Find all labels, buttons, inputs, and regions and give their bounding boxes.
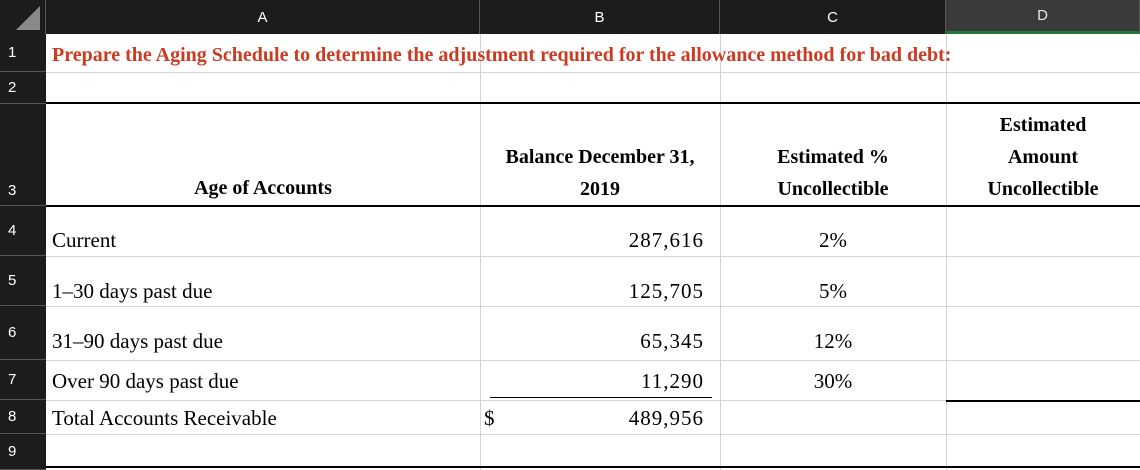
row-header-label: 8 (8, 408, 17, 425)
row-header-8[interactable] (0, 400, 46, 434)
balance-header-line1[interactable]: Balance December 31, (505, 146, 695, 168)
amount-current-cell[interactable] (947, 207, 1139, 255)
amount-total-cell[interactable] (947, 403, 1139, 433)
row-header-4[interactable] (0, 206, 46, 256)
row-header-label: 7 (8, 371, 17, 388)
column-header-d[interactable] (946, 0, 1140, 34)
amount-header-line1[interactable]: Estimated (999, 114, 1087, 136)
row-header-2[interactable] (0, 72, 46, 104)
amount-over-90-cell[interactable] (947, 361, 1139, 399)
column-header-b[interactable] (480, 0, 720, 34)
row-label-1-30[interactable]: 1–30 days past due (52, 279, 213, 303)
pct-header-line1[interactable]: Estimated % (777, 146, 889, 168)
column-header-label: A (257, 8, 268, 26)
balance-over-90[interactable]: 11,290 (641, 369, 704, 393)
balance-total[interactable]: 489,956 (628, 406, 704, 430)
row-header-label: 2 (8, 79, 17, 96)
subtotal-underline (490, 397, 712, 398)
amount-31-90-cell[interactable] (947, 307, 1139, 359)
total-currency-symbol: $ (484, 406, 495, 430)
row-label-31-90[interactable]: 31–90 days past due (52, 329, 223, 353)
pct-header-line2[interactable]: Uncollectible (777, 178, 889, 200)
header-top-border (46, 102, 1140, 104)
row-label-total[interactable]: Total Accounts Receivable (52, 406, 277, 430)
pct-1-30[interactable]: 5% (819, 279, 847, 303)
column-header-a[interactable] (46, 0, 480, 34)
column-header-label: C (827, 8, 838, 26)
amount-header-line2[interactable]: Amount (1007, 146, 1078, 168)
bottom-border (46, 466, 1140, 468)
row-header-5[interactable] (0, 256, 46, 306)
row-header-label: 4 (8, 222, 17, 239)
grid-line (46, 434, 1140, 435)
row-header-label: 6 (8, 324, 17, 341)
column-header-c[interactable] (720, 0, 946, 34)
amount-1-30-cell[interactable] (947, 257, 1139, 305)
total-amount-top-border (946, 400, 1140, 402)
column-header-label: D (1037, 7, 1048, 24)
column-header-label: B (594, 8, 605, 26)
row-header-3[interactable] (0, 104, 46, 206)
row-header-7[interactable] (0, 360, 46, 400)
row-header-1[interactable] (0, 34, 46, 72)
row-label-over-90[interactable]: Over 90 days past due (52, 369, 239, 393)
row-header-label: 5 (8, 272, 17, 289)
row-label-current[interactable]: Current (52, 228, 117, 252)
balance-31-90[interactable]: 65,345 (640, 329, 704, 353)
balance-current[interactable]: 287,616 (628, 228, 704, 252)
sheet-title[interactable]: Prepare the Aging Schedule to determine the adjustment required for the allowance method for bad debt: (52, 44, 952, 66)
grid-line (46, 72, 1140, 73)
age-of-accounts-header[interactable]: Age of Accounts (194, 177, 332, 199)
select-all-icon (0, 0, 46, 34)
select-all-corner[interactable] (0, 0, 46, 34)
amount-header-line3[interactable]: Uncollectible (987, 178, 1099, 200)
balance-header-line2[interactable]: 2019 (580, 178, 620, 200)
row-header-label: 1 (8, 44, 17, 61)
pct-over-90[interactable]: 30% (813, 369, 853, 393)
pct-31-90[interactable]: 12% (813, 329, 853, 353)
row-header-label: 9 (8, 443, 17, 460)
row-header-6[interactable] (0, 306, 46, 360)
row-header-9[interactable] (0, 434, 46, 470)
row-header-label: 3 (8, 182, 17, 199)
pct-current[interactable]: 2% (819, 228, 847, 252)
balance-1-30[interactable]: 125,705 (628, 279, 704, 303)
